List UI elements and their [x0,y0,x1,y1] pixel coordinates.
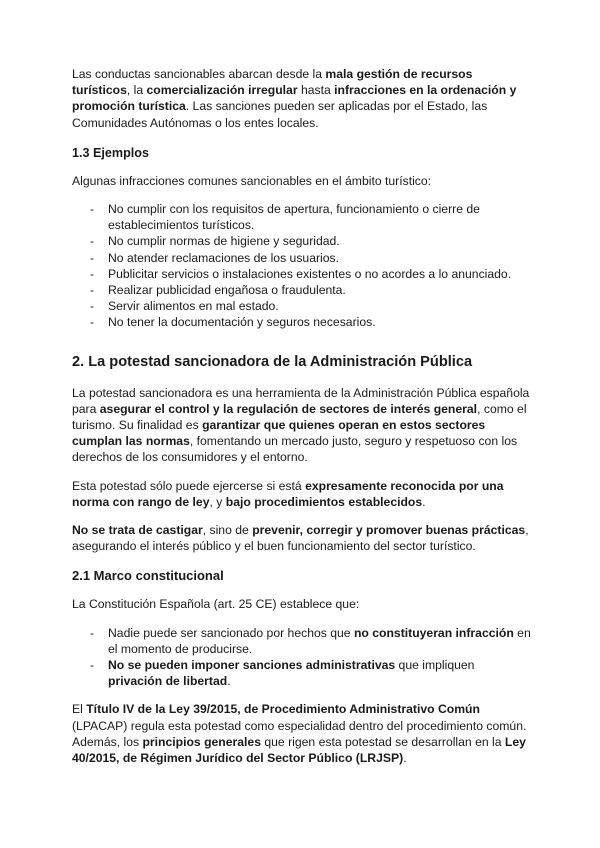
text-run: , como el turismo. Su finalidad es [72,401,527,433]
list-item [72,233,532,249]
text-run: , la [126,83,147,98]
text-run: . [422,494,426,509]
list-item [72,282,532,298]
bold-text-run: infracciones en la ordenación y promoción turística [72,83,517,114]
text-run: , fomentando un mercado justo, seguro y respetuoso con los derechos de los consumidores y el entorno. [72,434,518,465]
text-run: No cumplir con los requisitos de apertura, funcionamiento o cierre de establecimientos turísticos. [108,202,480,233]
list-item [72,625,532,657]
intro-paragraph [72,66,532,131]
list-item [72,250,532,266]
bold-text-run: No se trata de castigar [72,523,203,538]
bold-text-run: no constituyeran infracción [353,625,514,640]
list-item [72,266,532,282]
text-run: No tener la documentación y seguros necesarios. [108,315,376,330]
text-run: Servir alimentos en mal estado. [108,299,279,314]
list-bullet-dash: - [90,283,95,298]
text-run: Las conductas sancionables abarcan desde la [72,67,326,81]
text-run: No cumplir normas de higiene y seguridad. [108,234,340,249]
section-2-1-lead: La Constitución Española (art. 25 CE) establece que: [72,597,360,612]
text-run: , y [209,494,226,509]
text-run: No atender reclamaciones de los usuarios. [108,250,340,265]
text-run: (LPACAP) regula esta potestad como especialidad dentro del procedimiento común. Además, los [72,718,527,749]
bold-text-run: Ley 40/2015, de Régimen Jurídico del Sector Público (LRJSP) [72,734,526,766]
section-1-3-lead: Algunas infracciones comunes sancionables en el ámbito turístico: [72,173,432,188]
list-bullet-dash: - [90,299,95,314]
text-run: . [403,751,407,766]
text-run: Publicitar servicios o instalaciones existentes o no acordes a lo anunciado. [108,266,512,281]
bold-text-run: expresamente reconocida por una norma con rango de ley [72,478,504,509]
list-bullet-dash: - [90,234,95,249]
section-2-paragraph-2 [72,478,532,510]
text-run: que impliquen [395,658,475,673]
bold-text-run: garantizar que quienes operan en estos sectores cumplan las normas [72,418,486,449]
list-bullet-dash: - [90,250,95,265]
section-1-3-heading: 1.3 Ejemplos [72,145,149,160]
constitution-list [72,625,532,690]
list-bullet-dash: - [90,202,95,217]
list-item [72,314,532,330]
bold-text-run: principios generales [142,734,261,749]
bold-text-run: comercialización irregular [146,83,298,98]
text-run: , asegurando el interés público y el buen funcionamiento del sector turístico. [72,523,529,554]
list-item [72,298,532,314]
list-item [72,657,532,689]
section-2-1-heading: 2.1 Marco constitucional [72,568,224,584]
text-run: . Las sanciones pueden ser aplicadas por el Estado, las Comunidades Autónomas o los entes locales. [72,99,488,130]
text-run: Nadie puede ser sancionado por hechos que [108,625,354,640]
text-run: , sino de [202,523,253,538]
bold-text-run: mala gestión de recursos turísticos [72,67,473,98]
text-run: hasta [297,83,335,98]
section-2-paragraph-3 [72,522,532,554]
text-run: que rigen esta potestad se desarrollan en la [260,734,505,749]
text-run: La potestad sancionadora es una herramienta de la Administración Pública española para [72,385,530,416]
bold-text-run: asegurar el control y la regulación de sectores de interés general [99,401,478,416]
page-content [72,66,532,766]
section-2-heading: 2. La potestad sancionadora de la Administración Pública [72,353,473,370]
section-2-paragraph-1 [72,385,532,466]
list-bullet-dash: - [90,658,95,673]
list-bullet-dash: - [90,266,95,281]
list-bullet-dash: - [90,315,95,330]
examples-list [72,201,532,331]
list-bullet-dash: - [90,625,95,640]
text-run: Realizar publicidad engañosa o fraudulenta. [108,283,346,298]
text-run: en el momento de producirse. [108,625,531,656]
list-item [72,201,532,233]
bold-text-run: bajo procedimientos establecidos [225,494,423,509]
section-2-1-final-paragraph [72,701,532,766]
bold-text-run: Título IV de la Ley 39/2015, de Procedimiento Administrativo Común [86,702,480,717]
text-run: El [72,702,87,717]
bold-text-run: privación de libertad [108,674,228,689]
bold-text-run: prevenir, corregir y promover buenas prácticas [252,523,526,538]
text-run: . [227,674,231,689]
text-run: Esta potestad sólo puede ejercerse si está [72,478,306,493]
bold-text-run: No se pueden imponer sanciones administrativas [108,658,396,673]
